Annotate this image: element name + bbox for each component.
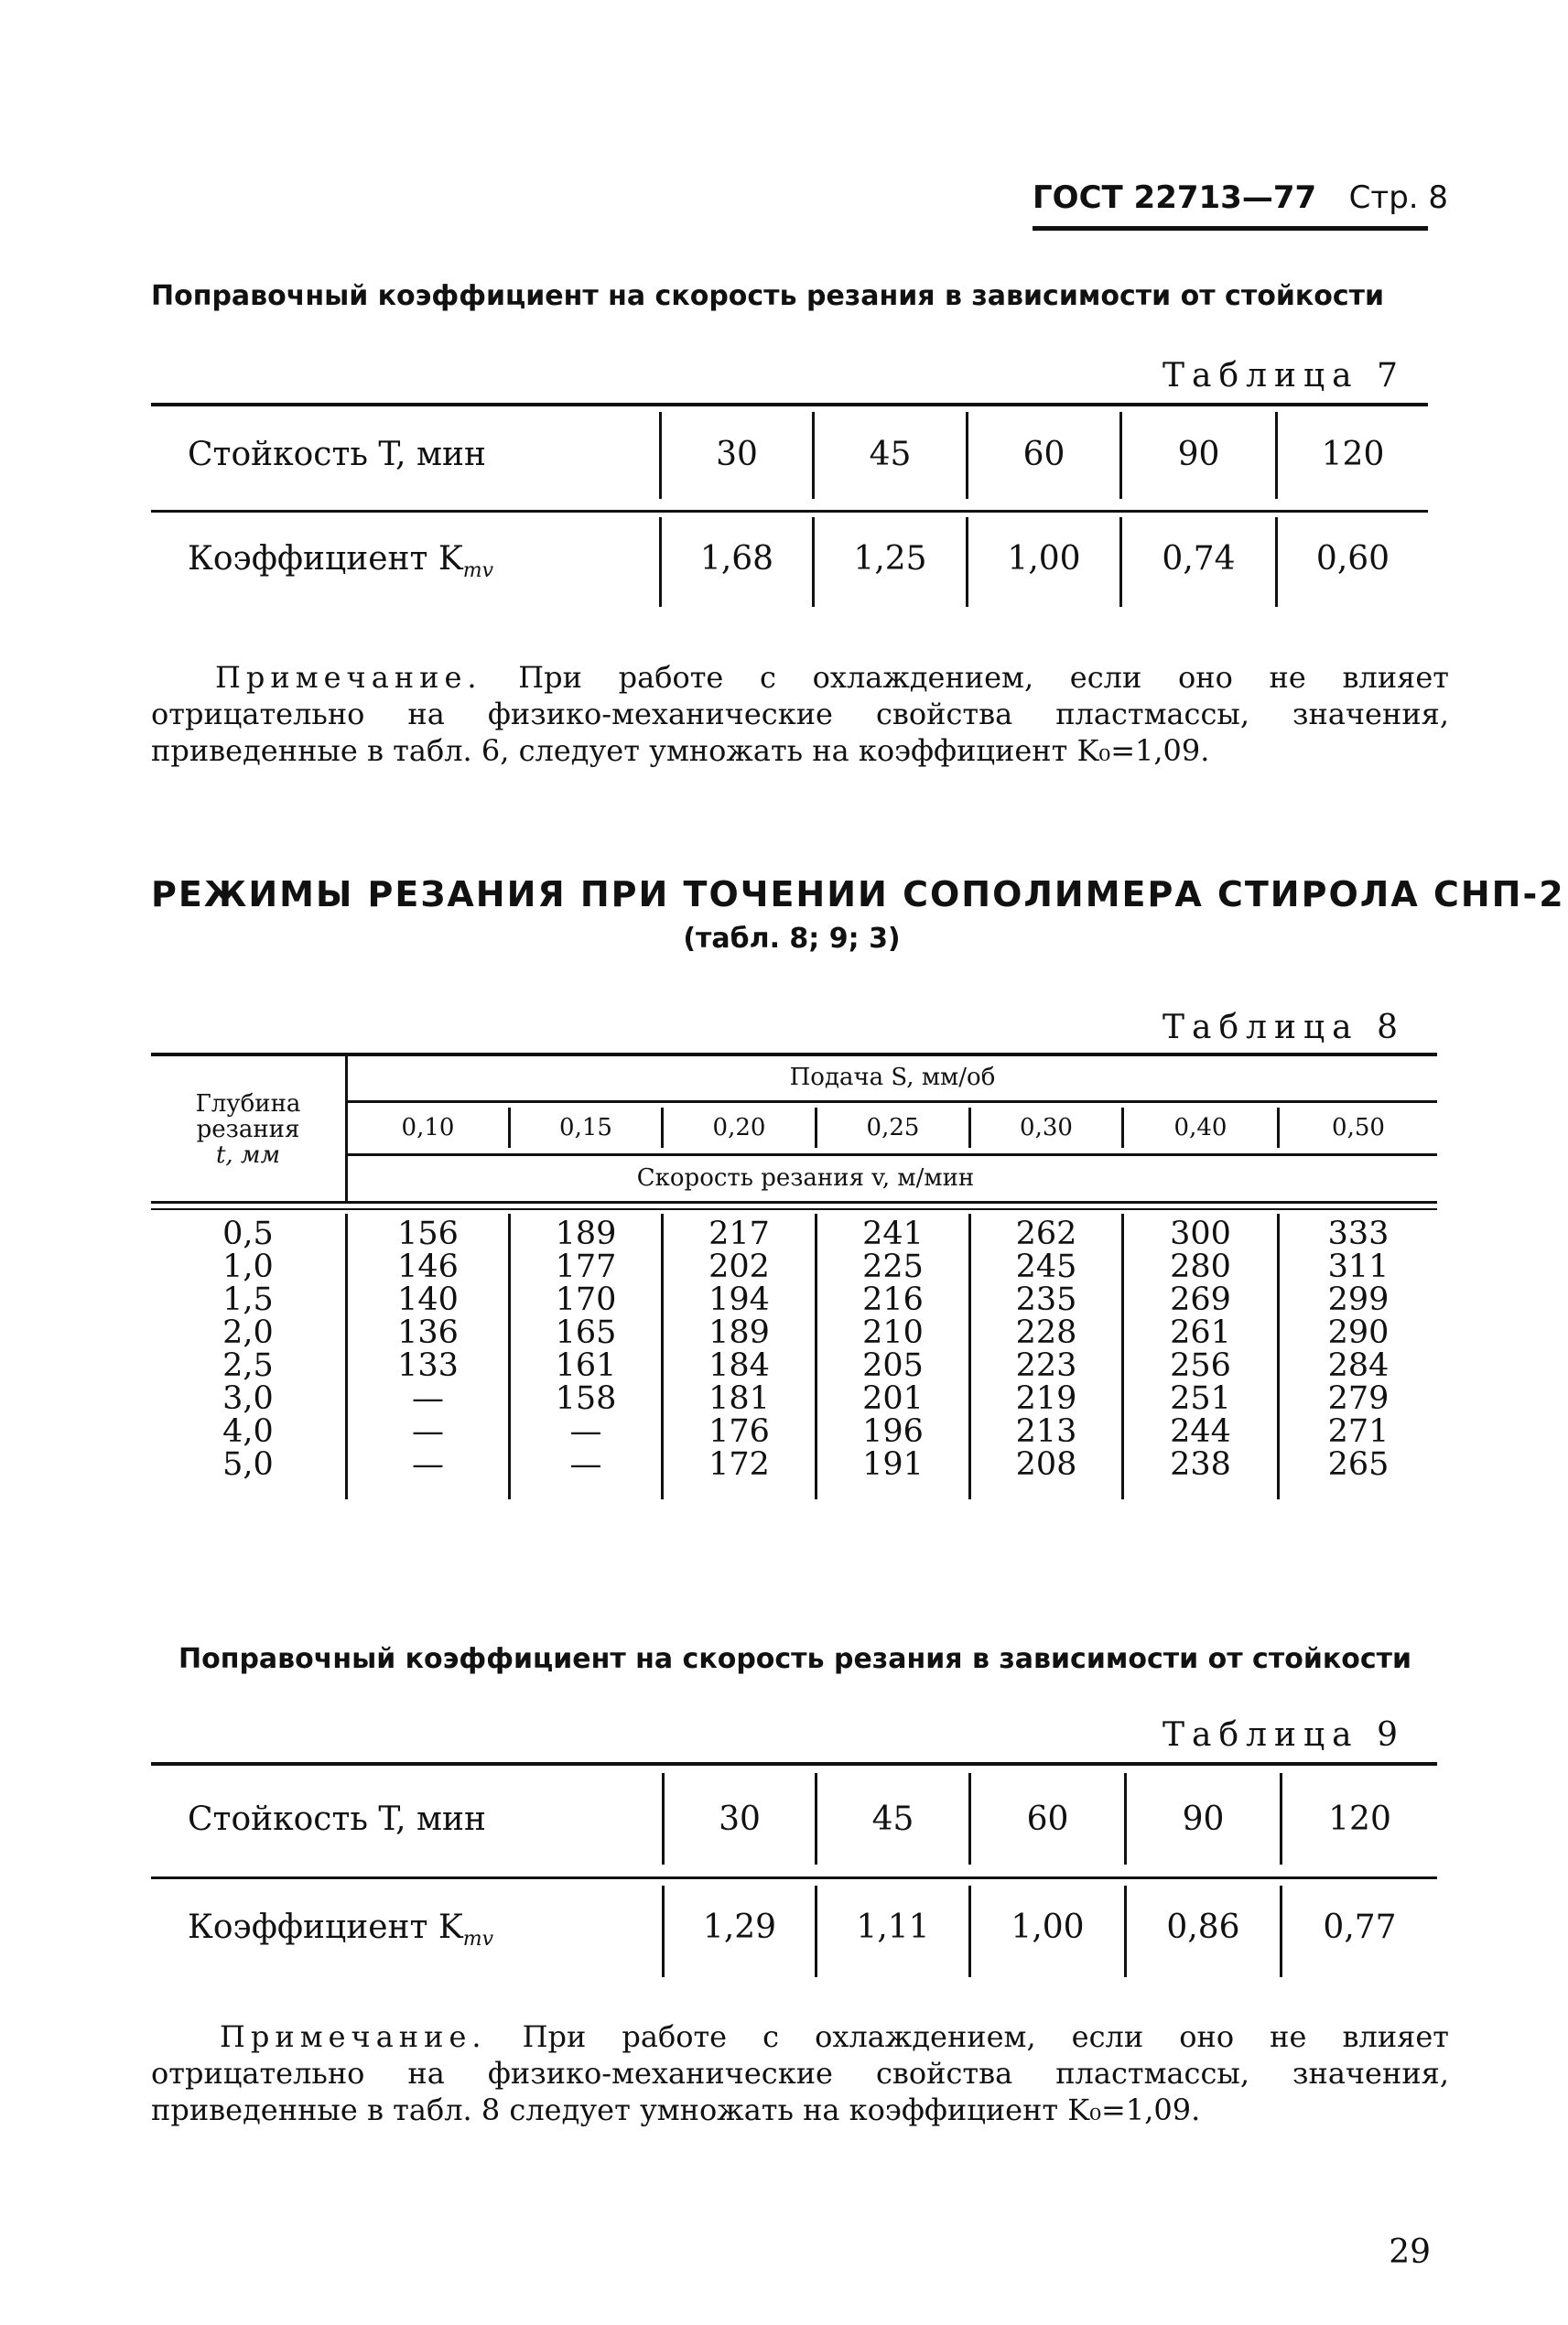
speed-value: 311: [1327, 1249, 1390, 1285]
t7-value-cell: 120: [1321, 436, 1385, 473]
t9-value-cell: 1,29: [702, 1909, 777, 1946]
speed-value: 194: [708, 1281, 770, 1318]
page-number: 29: [1389, 2233, 1431, 2271]
table8-label: Таблица 8: [1162, 1009, 1405, 1046]
t9-value-cell: 30: [719, 1801, 761, 1838]
table7-label: Таблица 7: [1162, 357, 1405, 395]
speed-column: [664, 1217, 815, 1481]
speed-value: 189: [555, 1216, 617, 1252]
speed-value: 146: [397, 1249, 459, 1285]
t7-row-stoikost-label: Стойкость T, мин: [188, 436, 487, 473]
table7-note: Примечание. При работе с охлаждением, если оно не влияет отрицательно на физико-механические свойства пластмассы, значения, приведенные в табл. 6, следует умножать на коэффициент K₀=1,09.: [151, 660, 1450, 768]
speed-value: 333: [1327, 1216, 1390, 1252]
speed-value: —: [569, 1446, 602, 1483]
feed-value: 0,15: [559, 1114, 612, 1141]
speed-value: 189: [708, 1314, 770, 1351]
speed-value: 201: [862, 1380, 924, 1417]
t9-value-cell: 120: [1328, 1801, 1391, 1838]
speed-value: 225: [862, 1249, 924, 1285]
t7-value-cell: 1,00: [1007, 540, 1081, 578]
t7-value-cell: 60: [1022, 436, 1065, 473]
speed-value: 213: [1015, 1413, 1077, 1450]
speed-value: —: [412, 1413, 444, 1450]
speed-value: 210: [862, 1314, 924, 1351]
t7-value-cell: 1,68: [699, 540, 774, 578]
page-label: Стр. 8: [1348, 179, 1449, 216]
section-title: РЕЖИМЫ РЕЗАНИЯ ПРИ ТОЧЕНИИ СОПОЛИМЕРА СТИРОЛА СНП-2: [151, 874, 1565, 914]
speed-value: 269: [1170, 1281, 1231, 1318]
speed-value: 244: [1170, 1413, 1231, 1450]
t9-value-cell: 0,77: [1323, 1909, 1397, 1946]
document-header: [1033, 179, 1449, 227]
speed-value: 280: [1170, 1249, 1231, 1285]
speed-column: [1280, 1217, 1437, 1481]
t7-row-koef-label: Коэффициент $K_{тv}$: [188, 540, 494, 583]
speed-value: —: [569, 1413, 602, 1450]
speed-value: 223: [1015, 1347, 1077, 1384]
speed-value: 170: [555, 1281, 617, 1318]
speed-value: 219: [1015, 1380, 1077, 1417]
speed-value: 184: [708, 1347, 770, 1384]
t7-value-cell: 30: [716, 436, 758, 473]
speed-value: 299: [1327, 1281, 1390, 1318]
depth-value: 4,0: [222, 1413, 274, 1450]
speed-value: 279: [1327, 1380, 1390, 1417]
t7-value-cell: 0,60: [1315, 540, 1390, 578]
speed-value: 165: [555, 1314, 617, 1351]
speed-value: 191: [862, 1446, 924, 1483]
table9: [151, 1762, 1442, 1986]
t9-value-cell: 90: [1182, 1801, 1225, 1838]
speed-value: 245: [1015, 1249, 1077, 1285]
speed-value: 241: [862, 1216, 924, 1252]
speed-value: 161: [555, 1347, 617, 1384]
speed-value: 136: [397, 1314, 459, 1351]
speed-column: [1124, 1217, 1277, 1481]
depth-value: 2,0: [222, 1314, 274, 1351]
table8: [151, 1053, 1442, 1510]
speed-value: 205: [862, 1347, 924, 1384]
speed-value: 181: [708, 1380, 770, 1417]
feed-value: 0,50: [1332, 1114, 1385, 1141]
speed-column: [817, 1217, 968, 1481]
speed-value: 172: [708, 1446, 770, 1483]
speed-column: [971, 1217, 1121, 1481]
speed-value: 133: [397, 1347, 459, 1384]
speed-value: 158: [555, 1380, 617, 1417]
speed-value: 196: [862, 1413, 924, 1450]
speed-column: [348, 1217, 508, 1481]
speed-value: 256: [1170, 1347, 1231, 1384]
speed-value: 156: [397, 1216, 459, 1252]
table9-note: Примечание. При работе с охлаждением, если оно не влияет отрицательно на физико-механические свойства пластмассы, значения, приведенные в табл. 8 следует умножать на коэффициент K₀=1,09.: [151, 2019, 1450, 2127]
table7: [151, 403, 1433, 613]
t9-row-stoikost-label: Стойкость T, мин: [188, 1801, 487, 1838]
speed-value: 216: [862, 1281, 924, 1318]
speed-column: [511, 1217, 661, 1481]
t9-value-cell: 1,00: [1011, 1909, 1085, 1946]
speed-value: 265: [1327, 1446, 1390, 1483]
speed-value: 290: [1327, 1314, 1390, 1351]
feed-value: 0,30: [1020, 1114, 1073, 1141]
depth-value: 2,5: [222, 1347, 274, 1384]
speed-value: 235: [1015, 1281, 1077, 1318]
table7-caption: Поправочный коэффициент на скорость резания в зависимости от стойкости: [151, 280, 1385, 312]
depth-header: Глубина резания t, мм: [195, 1090, 301, 1169]
depth-value: 0,5: [222, 1216, 274, 1252]
t7-value-cell: 0,74: [1162, 540, 1236, 578]
depth-column: [151, 1217, 345, 1481]
speed-value: 177: [555, 1249, 617, 1285]
t7-value-cell: 45: [869, 436, 912, 473]
section-subtitle: (табл. 8; 9; 3): [683, 923, 901, 955]
speed-value: 238: [1170, 1446, 1231, 1483]
speed-value: —: [412, 1446, 444, 1483]
feed-value: 0,40: [1173, 1114, 1227, 1141]
speed-value: 208: [1015, 1446, 1077, 1483]
speed-value: 262: [1015, 1216, 1077, 1252]
speed-value: 271: [1327, 1413, 1390, 1450]
depth-value: 1,0: [222, 1249, 274, 1285]
feed-value: 0,25: [866, 1114, 920, 1141]
depth-value: 3,0: [222, 1380, 274, 1417]
t9-value-cell: 60: [1026, 1801, 1069, 1838]
t9-value-cell: 0,86: [1166, 1909, 1240, 1946]
t9-value-cell: 45: [871, 1801, 914, 1838]
t9-value-cell: 1,11: [856, 1909, 930, 1946]
table9-label: Таблица 9: [1162, 1716, 1405, 1754]
header-rule: [1033, 226, 1428, 231]
speed-value: 251: [1170, 1380, 1231, 1417]
speed-value: 140: [397, 1281, 459, 1318]
speed-value: —: [412, 1380, 444, 1417]
speed-value: 217: [708, 1216, 770, 1252]
speed-value: 284: [1327, 1347, 1390, 1384]
speed-value: 261: [1170, 1314, 1231, 1351]
t7-value-cell: 1,25: [853, 540, 927, 578]
feed-value: 0,10: [401, 1114, 455, 1141]
speed-value: 228: [1015, 1314, 1077, 1351]
table9-caption: Поправочный коэффициент на скорость резания в зависимости от стойкости: [178, 1643, 1412, 1675]
feed-header: Подача S, мм/об: [789, 1064, 996, 1091]
feed-value: 0,20: [712, 1114, 766, 1141]
depth-value: 1,5: [222, 1281, 274, 1318]
t7-value-cell: 90: [1177, 436, 1220, 473]
depth-value: 5,0: [222, 1446, 274, 1483]
speed-header: Скорость резания v, м/мин: [636, 1164, 975, 1192]
doc-code: ГОСТ 22713—77: [1033, 179, 1317, 216]
speed-value: 202: [708, 1249, 770, 1285]
t9-row-koef-label: Коэффициент $K_{тv}$: [188, 1909, 494, 1952]
speed-value: 300: [1170, 1216, 1231, 1252]
speed-value: 176: [708, 1413, 770, 1450]
